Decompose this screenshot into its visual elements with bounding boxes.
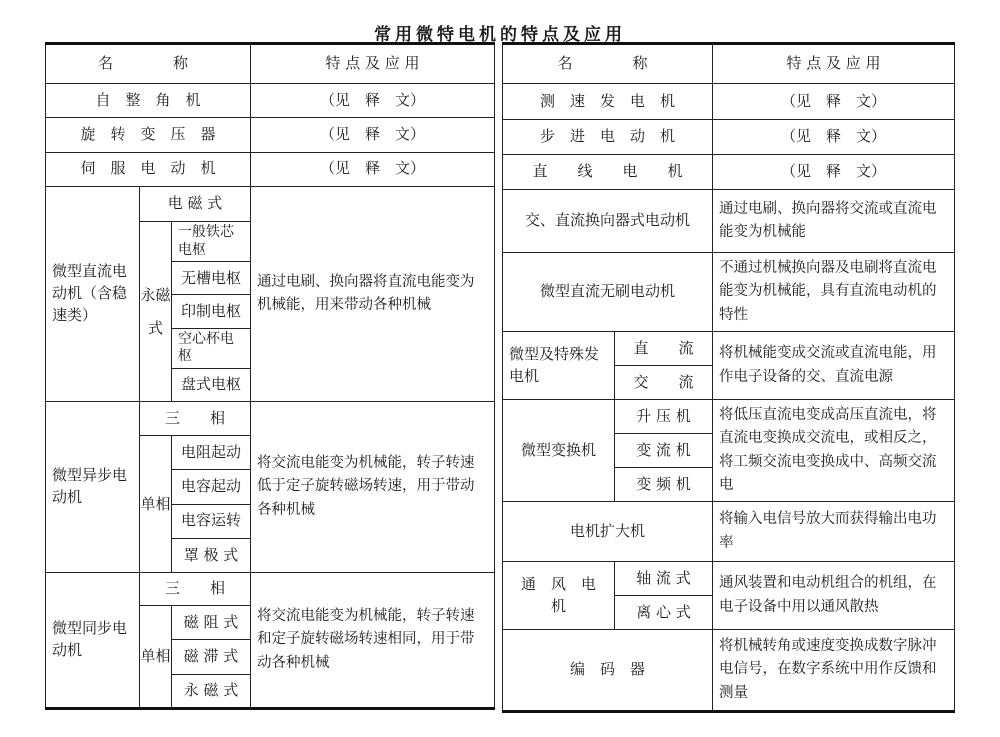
right-table	[502, 42, 955, 710]
name-header: 名 称	[503, 44, 713, 84]
sync-three-phase: 三 相	[140, 573, 251, 606]
special-generator-type: 交 流	[615, 366, 713, 400]
brushless-motor-desc: 不通过机械换向器及电刷将直流电能变为机械能，具有直流电动机的特性	[713, 253, 955, 332]
dc-pm-label: 永磁式	[140, 222, 172, 402]
sync-motor-name: 微型同步电动机	[46, 573, 140, 709]
dc-pm-type: 无槽电枢	[172, 262, 251, 295]
sync-type: 永 磁 式	[172, 674, 251, 708]
dc-pm-type: 一般铁芯电枢	[172, 222, 251, 262]
servo-motor-name: 伺 服 电 动 机	[46, 152, 251, 186]
linear-motor-name: 直 线 电 机	[503, 155, 713, 190]
converter-name: 微型变换机	[503, 400, 615, 502]
async-single-label: 单相	[140, 436, 172, 573]
special-generator-type: 直 流	[615, 332, 713, 366]
encoder-desc: 将机械转角或速度变换成数字脉冲电信号，在数字系统中用作反馈和测量	[713, 630, 955, 712]
amplidyne-name: 电机扩大机	[503, 502, 713, 562]
sync-type: 磁 阻 式	[172, 606, 251, 640]
async-type: 罩 极 式	[172, 538, 251, 572]
selsyn-desc: （见 释 文）	[251, 84, 495, 118]
brushless-motor-name: 微型直流无刷电动机	[503, 253, 713, 332]
left-table	[45, 42, 495, 710]
encoder-name: 编 码 器	[503, 630, 713, 712]
dc-em-type: 电 磁 式	[140, 186, 251, 221]
tachogenerator-desc: （见 释 文）	[713, 84, 955, 120]
converter-type: 变 流 机	[615, 434, 713, 468]
resolver-desc: （见 释 文）	[251, 118, 495, 152]
dc-pm-type: 盘式电枢	[172, 368, 251, 401]
async-three-phase: 三 相	[140, 402, 251, 436]
special-generator-name: 微型及特殊发电机	[503, 332, 615, 400]
sync-single-label: 单相	[140, 606, 172, 709]
dc-pm-type: 印制电枢	[172, 295, 251, 328]
async-motor-name: 微型异步电动机	[46, 402, 140, 573]
selsyn-name: 自 整 角 机	[46, 84, 251, 118]
resolver-name: 旋 转 变 压 器	[46, 118, 251, 152]
converter-type: 升 压 机	[615, 400, 713, 434]
converter-type: 变 频 机	[615, 468, 713, 502]
async-type: 电阻起动	[172, 436, 251, 470]
ventilation-type: 轴 流 式	[615, 562, 713, 596]
linear-motor-desc: （见 释 文）	[713, 155, 955, 190]
dc-motor-desc: 通过电刷、换向器将直流电能变为机械能，用来带动各种机械	[251, 186, 495, 401]
name-header: 名 称	[46, 44, 251, 84]
feature-header: 特 点 及 应 用	[251, 44, 495, 84]
ventilation-desc: 通风装置和电动机组合的机组，在电子设备中用以通风散热	[713, 562, 955, 630]
tachogenerator-name: 测 速 发 电 机	[503, 84, 713, 120]
async-motor-desc: 将交流电能变为机械能，转子转速低于定子旋转磁场转速，用于带动各种机械	[251, 402, 495, 573]
converter-desc: 将低压直流电变成高压直流电，将直流电变换成交流电，或相反之，将工频交流电变换成中、高频交流电	[713, 400, 955, 502]
sync-type: 磁 滞 式	[172, 640, 251, 674]
stepper-motor-name: 步 进 电 动 机	[503, 120, 713, 155]
ventilation-motor-name: 通 风 电 机	[503, 562, 615, 630]
feature-header: 特 点 及 应 用	[713, 44, 955, 84]
dc-pm-type: 空心杯电枢	[172, 328, 251, 368]
sync-motor-desc: 将交流电能变为机械能，转子转速和定子旋转磁场转速相同，用于带动各种机械	[251, 573, 495, 709]
amplidyne-desc: 将输入电信号放大而获得输出电功率	[713, 502, 955, 562]
page-title: 常用微特电机的特点及应用	[374, 25, 626, 45]
commutator-motor-desc: 通过电刷、换向器将交流或直流电能变为机械能	[713, 190, 955, 253]
dc-motor-name: 微型直流电动机（含稳速类）	[46, 186, 140, 401]
ventilation-type: 离 心 式	[615, 596, 713, 630]
stepper-motor-desc: （见 释 文）	[713, 120, 955, 155]
special-generator-desc: 将机械能变成交流或直流电能，用作电子设备的交、直流电源	[713, 332, 955, 400]
commutator-motor-name: 交、直流换向器式电动机	[503, 190, 713, 253]
servo-motor-desc: （见 释 文）	[251, 152, 495, 186]
async-type: 电容起动	[172, 470, 251, 504]
async-type: 电容运转	[172, 504, 251, 538]
